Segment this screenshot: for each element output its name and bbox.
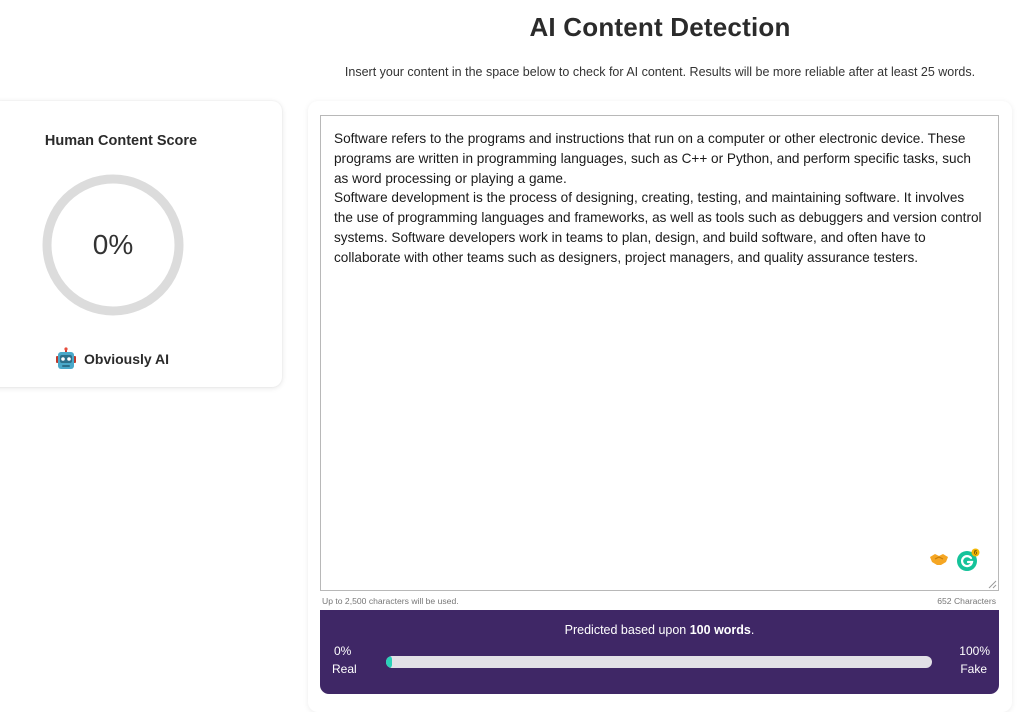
score-title: Human Content Score bbox=[44, 133, 198, 149]
prediction-fill bbox=[386, 656, 392, 668]
result-bar bbox=[320, 610, 999, 694]
verdict-label: Obviously AI bbox=[84, 351, 170, 367]
page-title: AI Content Detection bbox=[529, 12, 791, 42]
verdict bbox=[54, 347, 169, 371]
real-percent-label: 0% bbox=[334, 644, 352, 658]
content-paragraph: Software development is the process of designing, creating, testing, and maintaining software. It involves the use of programming languages and frameworks, as well as tools such as debuggers and version control systems. Software developers work in teams to plan, design, and build software, and often have to collaborate with other teams such as designers, project managers, and quality assurance testers. bbox=[334, 190, 982, 265]
page-subtitle: Insert your content in the space below to check for AI content. Results will be more reliable after at least 25 words. bbox=[344, 65, 976, 79]
fake-percent-label: 100% bbox=[959, 644, 990, 658]
grammarly-icon[interactable] bbox=[956, 548, 980, 572]
handshake-icon[interactable] bbox=[929, 551, 949, 567]
real-label: Real bbox=[332, 662, 357, 676]
character-limit-note: Up to 2,500 characters will be used. bbox=[322, 596, 459, 606]
prediction-track bbox=[386, 656, 932, 668]
prediction-text: Predicted based upon 100 words. bbox=[564, 623, 755, 637]
fake-label: Fake bbox=[960, 662, 987, 676]
content-textarea[interactable] bbox=[320, 115, 999, 591]
grammarly-badge: 6 bbox=[973, 550, 978, 557]
resize-handle-icon[interactable] bbox=[987, 579, 997, 589]
score-value: 0% bbox=[92, 229, 134, 260]
content-paragraph: Software refers to the programs and instructions that run on a computer or other electronic device. These programs are written in programming languages, such as C++ or Python, and perform specific tasks, such as word processing or playing a game. bbox=[334, 131, 971, 186]
word-count: 100 words bbox=[689, 623, 751, 637]
character-count: 652 Characters bbox=[937, 596, 996, 606]
robot-icon bbox=[54, 347, 78, 371]
